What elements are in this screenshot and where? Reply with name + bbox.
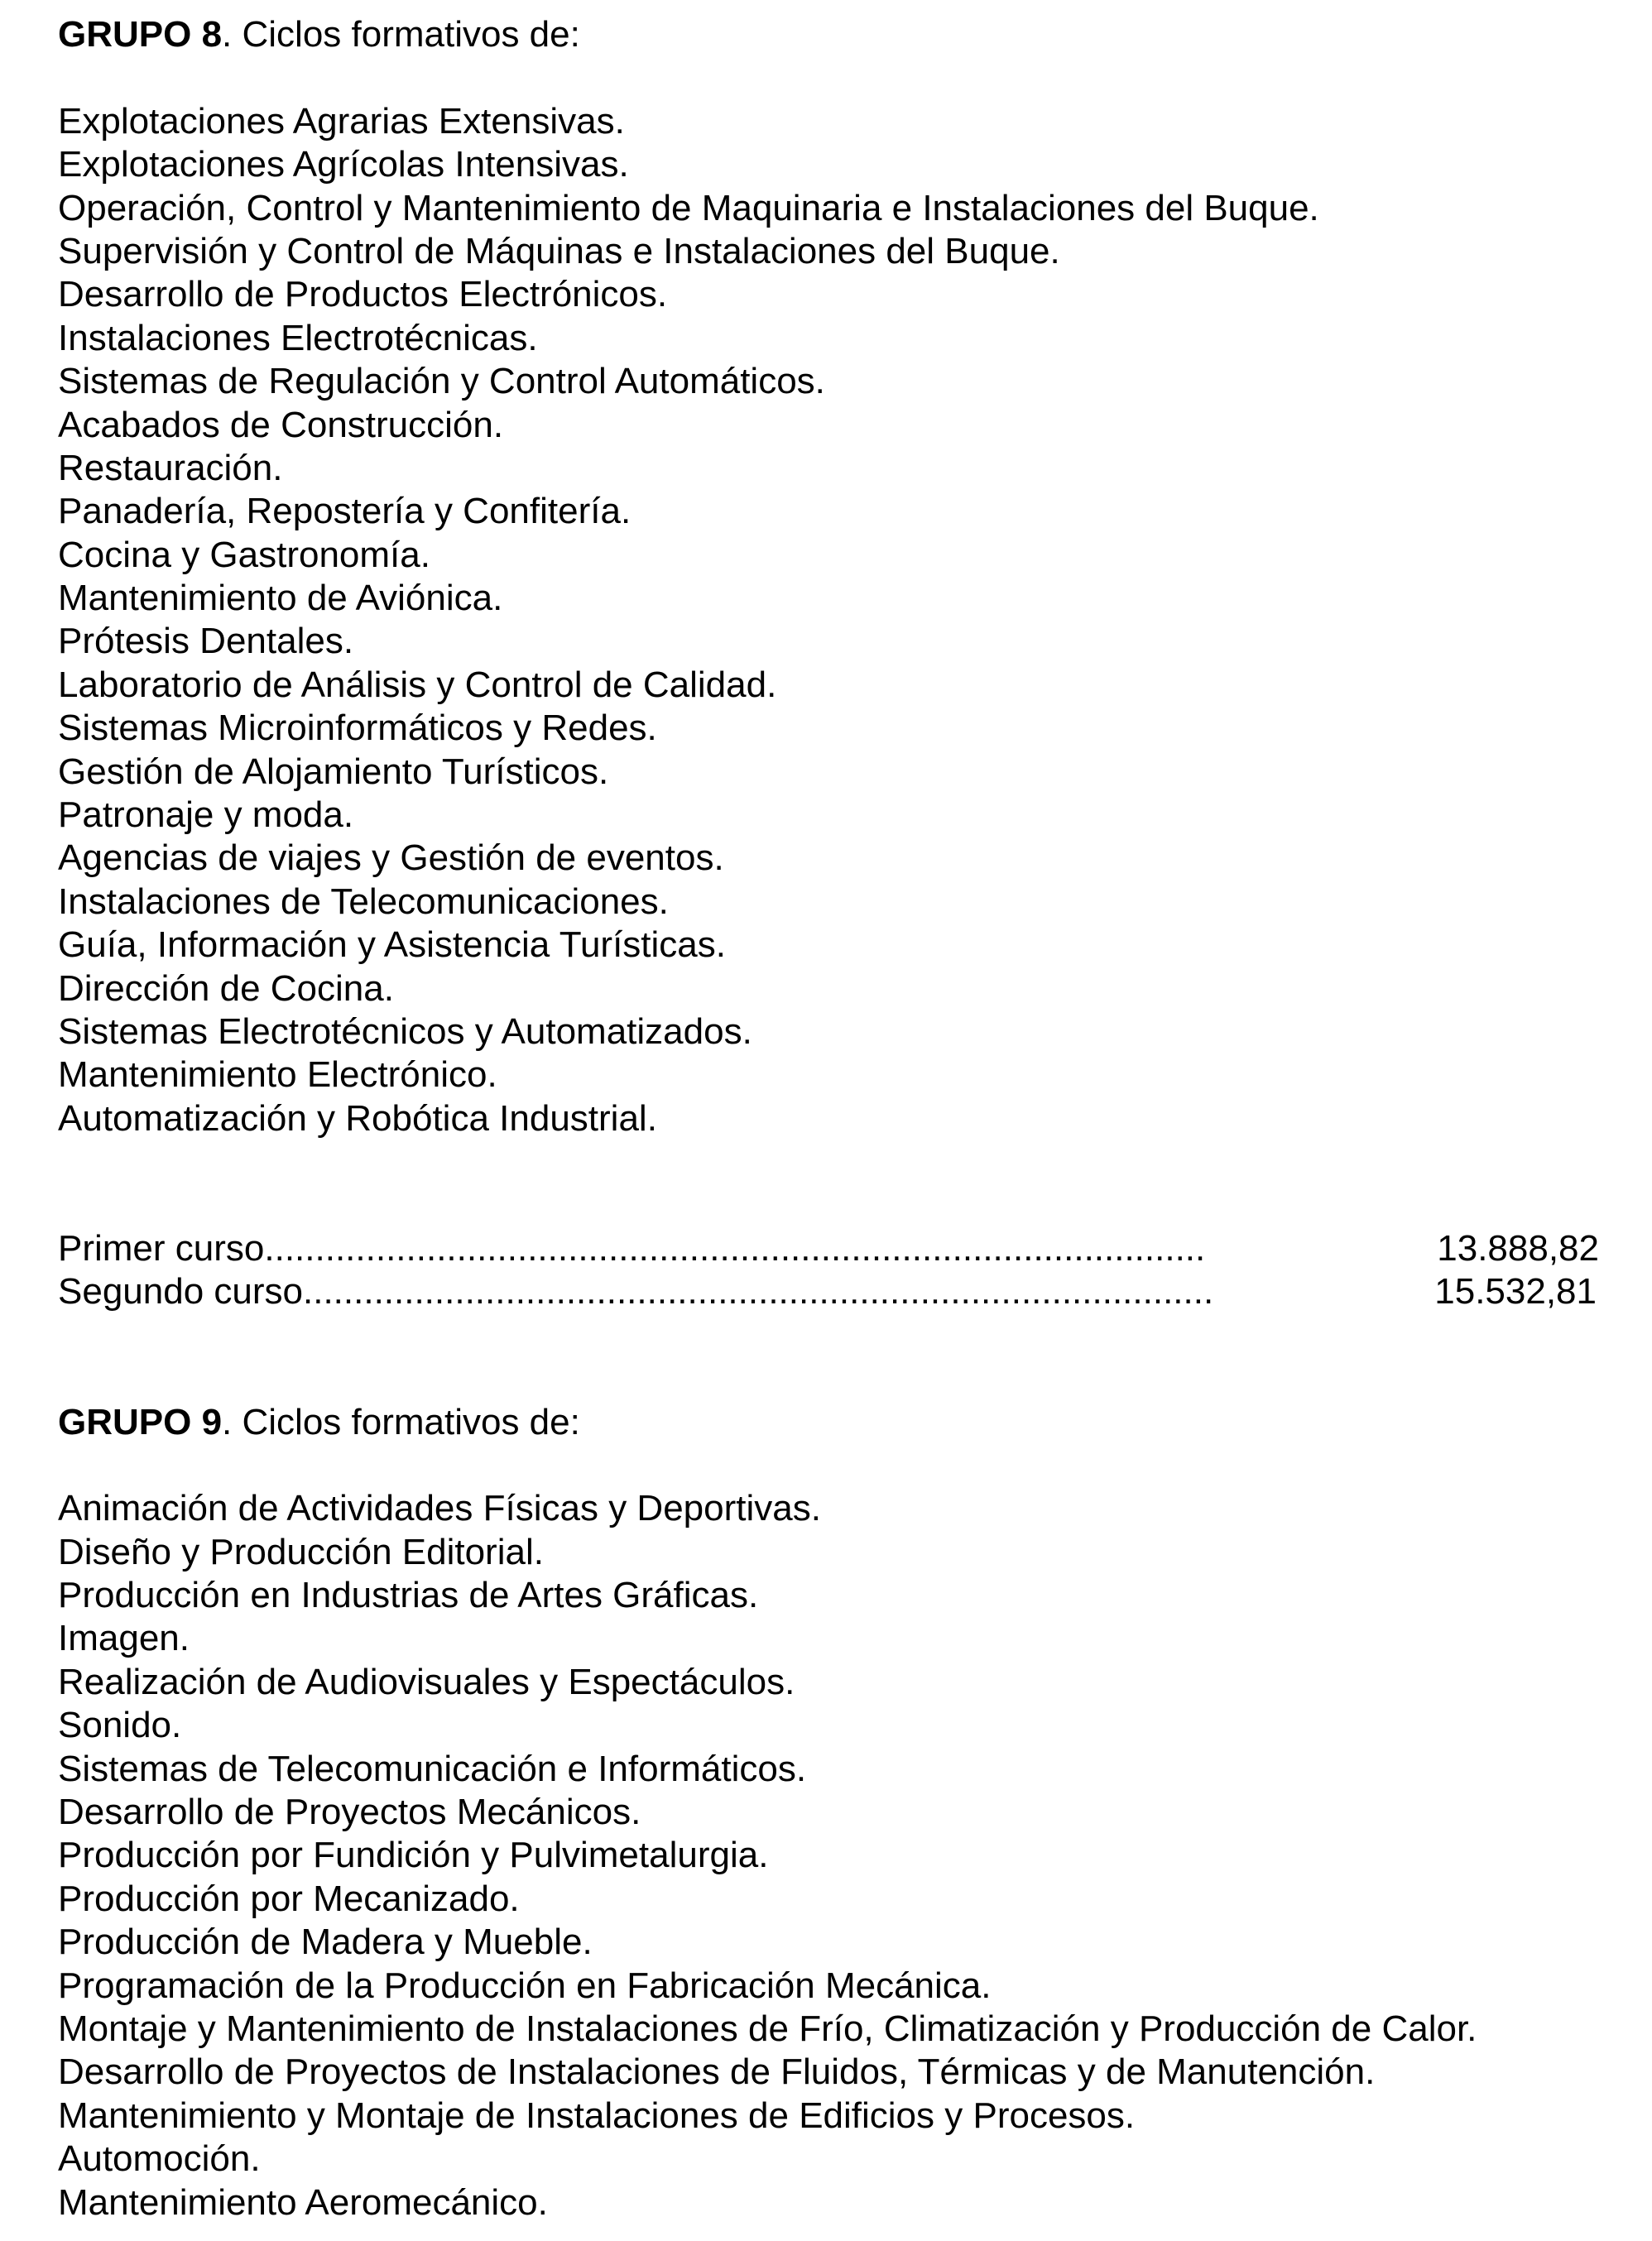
- list-item: Producción de Madera y Mueble.: [58, 1922, 593, 1963]
- group-8-label: GRUPO 8: [58, 14, 223, 55]
- group-9-heading: [58, 1401, 1611, 1444]
- list-item: Cocina y Gastronomía.: [58, 534, 430, 575]
- list-item: Laboratorio de Análisis y Control de Calidad.: [58, 664, 777, 705]
- list-item: Diseño y Producción Editorial.: [58, 1531, 544, 1572]
- list-item: Producción en Industrias de Artes Gráficas.: [58, 1575, 759, 1616]
- list-item: Mantenimiento Electrónico.: [58, 1054, 497, 1096]
- list-item: Sistemas de Regulación y Control Automáticos.: [58, 361, 825, 402]
- list-item: Instalaciones Electrotécnicas.: [58, 317, 538, 358]
- list-item: Acabados de Construcción.: [58, 404, 504, 445]
- list-item: Supervisión y Control de Máquinas e Instalaciones del Buque.: [58, 230, 1060, 271]
- list-item: Prótesis Dentales.: [58, 621, 354, 662]
- list-item: Gestión de Alojamiento Turísticos.: [58, 751, 609, 792]
- list-item: Realización de Audiovisuales y Espectáculos.: [58, 1661, 795, 1702]
- list-item: Patronaje y moda.: [58, 794, 354, 836]
- fee-label: Primer curso.............................................................................................: [58, 1227, 1206, 1269]
- list-item: Restauración.: [58, 447, 283, 488]
- list-item: Animación de Actividades Físicas y Deportivas.: [58, 1488, 821, 1529]
- list-item: Desarrollo de Productos Electrónicos.: [58, 274, 668, 315]
- fee-label: Segundo curso..........................................................................................: [58, 1271, 1214, 1312]
- fee-amount: 13.888,82: [1437, 1227, 1599, 1269]
- list-item: Sistemas Electrotécnicos y Automatizados.: [58, 1010, 752, 1052]
- list-item: Desarrollo de Proyectos Mecánicos.: [58, 1792, 641, 1833]
- list-item: Programación de la Producción en Fabricación Mecánica.: [58, 1965, 992, 2006]
- list-item: Automoción.: [58, 2138, 261, 2180]
- list-item: Guía, Información y Asistencia Turísticas.: [58, 924, 726, 966]
- list-item: Producción por Mecanizado.: [58, 1878, 520, 1919]
- group-8-list: [58, 100, 1611, 1140]
- list-item: Montaje y Mantenimiento de Instalaciones de Frío, Climatización y Producción de Calor.: [58, 2008, 1477, 2049]
- list-item: Instalaciones de Telecomunicaciones.: [58, 881, 669, 922]
- list-item: Dirección de Cocina.: [58, 967, 394, 1009]
- group-8-heading: [58, 13, 1611, 56]
- fee-row-primer-curso: [58, 1227, 1599, 1270]
- list-item: Sistemas de Telecomunicación e Informáticos.: [58, 1748, 807, 1789]
- fee-row-segundo-curso: [58, 1270, 1599, 1313]
- list-item: Producción por Fundición y Pulvimetalurgia.: [58, 1835, 769, 1876]
- group-9-label: GRUPO 9: [58, 1401, 223, 1442]
- fee-amount: 15.532,81: [1434, 1271, 1597, 1312]
- list-item: Imagen.: [58, 1618, 190, 1659]
- list-item: Panadería, Repostería y Confitería.: [58, 491, 632, 532]
- list-item: Mantenimiento de Aviónica.: [58, 578, 503, 619]
- list-item: Desarrollo de Proyectos de Instalaciones de Fluidos, Térmicas y de Manutención.: [58, 2051, 1376, 2093]
- list-item: Sistemas Microinformáticos y Redes.: [58, 708, 657, 749]
- group-8-fees: [58, 1227, 1599, 1314]
- list-item: Mantenimiento y Montaje de Instalaciones de Edificios y Procesos.: [58, 2095, 1136, 2136]
- document-page: [58, 0, 1611, 2224]
- list-item: Mantenimiento Aeromecánico.: [58, 2181, 548, 2223]
- group-9-intro: . Ciclos formativos de:: [222, 1401, 580, 1442]
- group-9-list: [58, 1487, 1611, 2224]
- list-item: Operación, Control y Mantenimiento de Maquinaria e Instalaciones del Buque.: [58, 187, 1319, 228]
- list-item: Explotaciones Agrícolas Intensivas.: [58, 144, 629, 185]
- list-item: Sonido.: [58, 1705, 182, 1746]
- group-8-intro: . Ciclos formativos de:: [222, 14, 580, 55]
- list-item: Automatización y Robótica Industrial.: [58, 1097, 657, 1139]
- list-item: Explotaciones Agrarias Extensivas.: [58, 100, 625, 142]
- list-item: Agencias de viajes y Gestión de eventos.: [58, 837, 724, 879]
